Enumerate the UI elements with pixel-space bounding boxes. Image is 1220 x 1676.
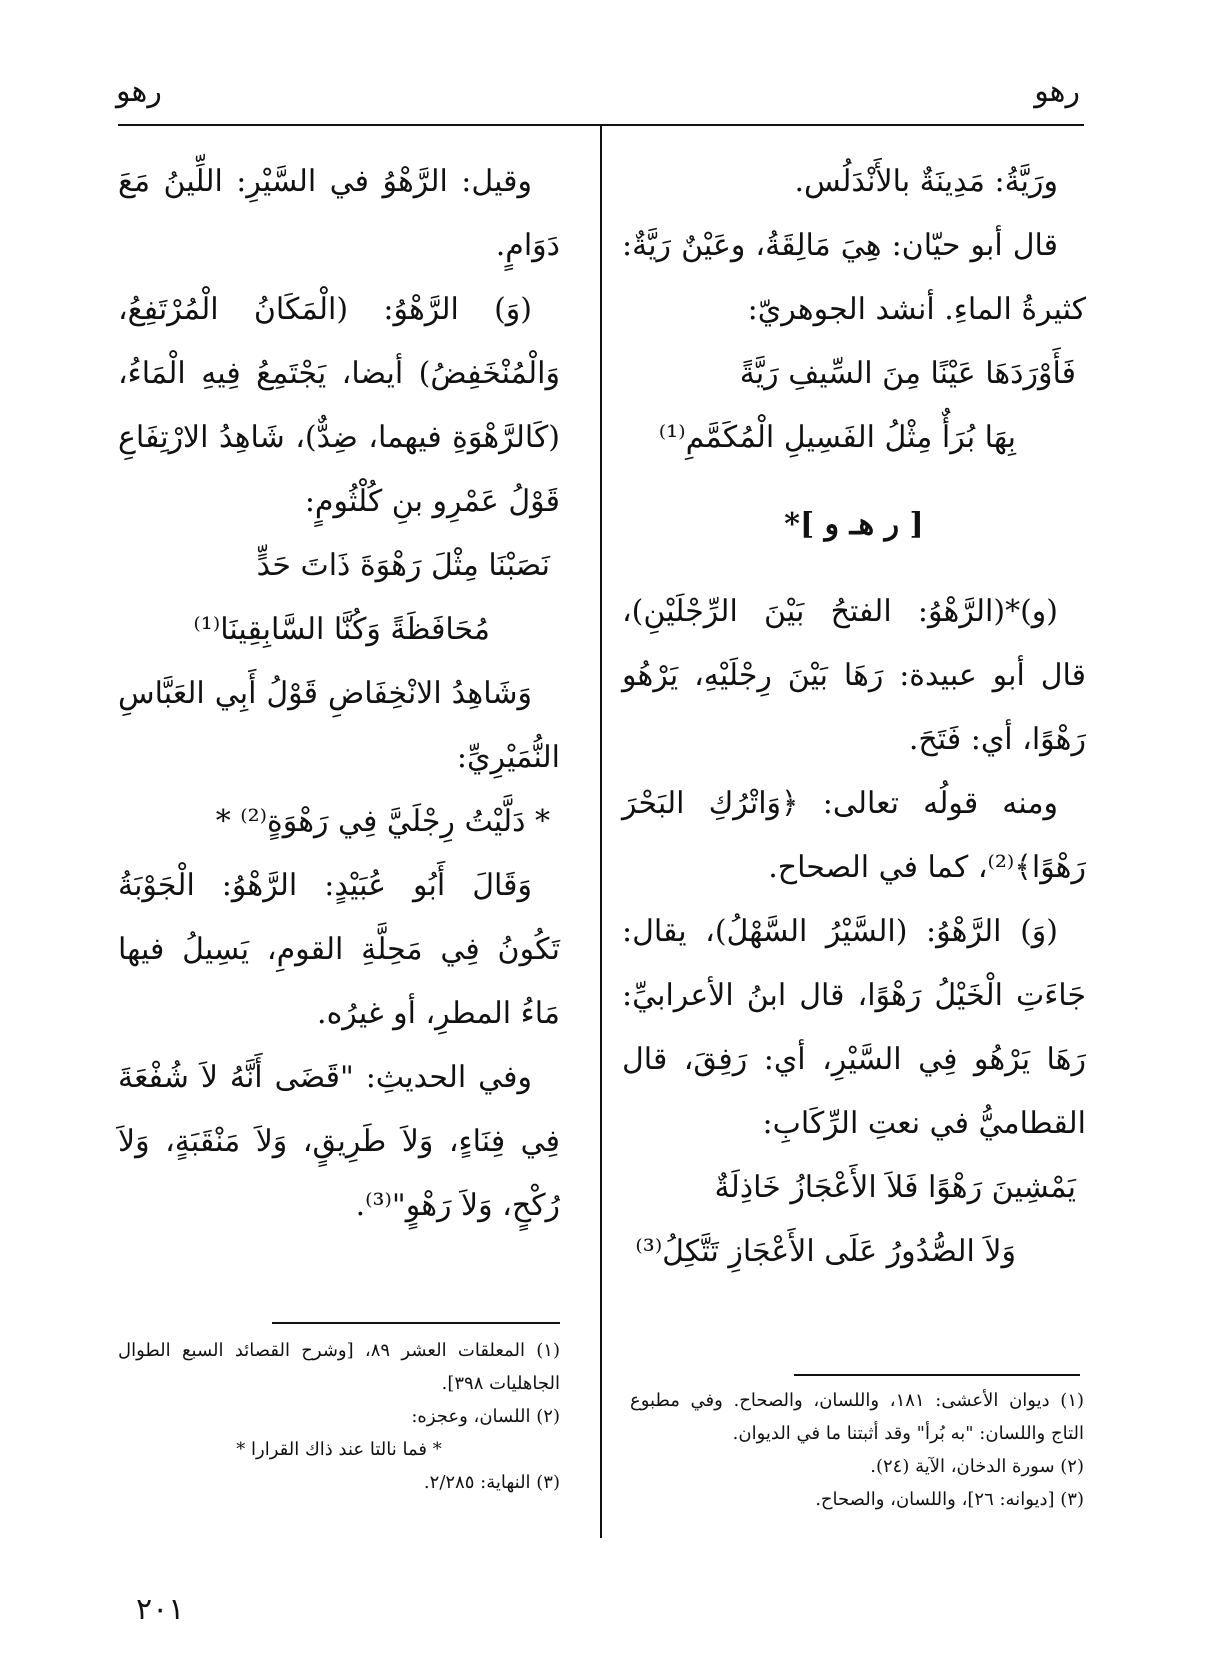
paragraph: ومنه قولُه تعالى: ﴿وَاتْرُكِ البَحْرَ رَهْوًا﴾⁽²⁾، كما في الصحاح.	[622, 786, 1086, 885]
paragraph: وفي الحديثِ: "قَضَى أَنَّهُ لاَ شُفْعَةَ فِي فِنَاءٍ، وَلاَ طَرِيقٍ، وَلاَ مَنْقَبَةٍ، وَلاَ رُكْحٍ، وَلاَ رَهْوٍ"⁽³⁾.	[118, 1060, 560, 1223]
entry-heading: [ ر هـ و ]*	[784, 507, 924, 542]
verse-line: وَلاَ الصُّدُورُ عَلَى الأَعْجَازِ تَتَّكِلُ⁽³⁾	[635, 1234, 1016, 1269]
verse-line: نَصَبْنَا مِثْلَ رَهْوَةَ ذَاتَ حَدٍّ	[256, 548, 550, 583]
footnote: (٢) اللسان، وعجزه:	[411, 1406, 560, 1427]
paragraph: وَقَالَ أَبُو عُبَيْدٍ: الرَّهْوُ: الْجَوْبَةُ تَكُونُ فِي مَحِلَّةِ القومِ، يَسِيلُ فيها مَاءُ المطرِ، أو غيرُه.	[118, 868, 560, 1031]
footnote-verse: * فما نالتا عند ذاك القرارا *	[236, 1439, 442, 1460]
paragraph: ورَيَّةُ: مَدِينَةٌ بالأَنْدَلُس.	[794, 164, 1058, 199]
paragraph: قال أبو حيّان: هِيَ مَالِقَةُ، وعَيْنٌ رَيَّةٌ: كثيرةُ الماءِ. أنشد الجوهريّ:	[622, 228, 1086, 327]
footnote: (١) ديوان الأعشى: ١٨١، واللسان، والصحاح. وفي مطبوع التاج واللسان: "به بُرأ" وقد أثبتنا ما في الديوان.	[630, 1390, 1085, 1444]
verse-line: يَمْشِينَ رَهْوًا فَلاَ الأَعْجَازُ خَاذِلَةٌ	[714, 1170, 1076, 1205]
column-divider	[600, 124, 602, 1538]
verse-line: بِهَا بُرَأٌ مِثْلُ الفَسِيلِ الْمُكَمَّمِ⁽¹⁾	[658, 420, 1016, 455]
running-header-left: رهو	[116, 74, 162, 109]
footnote-rule-left	[272, 1322, 560, 1324]
footnote: (١) المعلقات العشر ٨٩، [وشرح القصائد السبع الطوال الجاهليات ٣٩٨].	[118, 1340, 560, 1394]
right-column	[622, 150, 1086, 1284]
paragraph: وقيل: الرَّهْوُ في السَّيْرِ: اللِّينُ مَعَ دَوَامٍ.	[118, 164, 560, 263]
footnotes-right	[630, 1384, 1084, 1516]
page-number: ٢٠١	[136, 1592, 185, 1627]
verse-line: مُحَافَظَةً وَكُنَّا السَّابِقِينَا⁽¹⁾	[193, 612, 490, 647]
running-header-right: رهو	[1034, 74, 1080, 109]
verse-line: فَأَوْرَدَهَا عَيْنًا مِنَ السِّيفِ رَيَّةً	[739, 356, 1076, 391]
footnote: (٢) سورة الدخان، الآية (٢٤).	[870, 1456, 1084, 1477]
footnote: (٣) [ديوانه: ٢٦]، واللسان، والصحاح.	[815, 1489, 1084, 1510]
verse-line: * دَلَّيْتُ رِجْلَيَّ فِي رَهْوَةٍ⁽²⁾ *	[215, 804, 550, 839]
paragraph: (وَ) الرَّهْوُ: (السَّيْرُ السَّهْلُ)، يقال: جَاءَتِ الْخَيْلُ رَهْوًا، قال ابنُ الأعرابيِّ: رَهَا يَرْهُو فِي السَّيْرِ، أي: رَفِقَ، قال القطاميُّ في نعتِ الرِّكَابِ:	[622, 914, 1086, 1141]
paragraph: (و)*(الرَّهْوُ: الفتحُ بَيْنَ الرِّجْلَيْنِ)، قال أبو عبيدة: رَهَا بَيْنَ رِجْلَيْهِ، يَرْهُو رَهْوًا، أي: فَتَحَ.	[622, 594, 1086, 757]
footnote: (٣) النهاية: ٢/٢٨٥.	[423, 1472, 560, 1493]
footnotes-left	[118, 1334, 560, 1499]
paragraph: (وَ) الرَّهْوُ: (الْمَكَانُ الْمُرْتَفِعُ، وَالْمُنْخَفِضُ) أيضا، يَجْتَمِعُ فِيهِ الْمَاءُ، (كَالرَّهْوَةِ فيهما، ضِدٌّ)، شَاهِدُ الارْتِفَاعِ قَوْلُ عَمْرِو بنِ كُلْثُومٍ:	[118, 292, 560, 519]
paragraph: وَشَاهِدُ الانْخِفَاضِ قَوْلُ أَبِي العَبَّاسِ النُّمَيْرِيِّ:	[118, 676, 560, 775]
left-column	[118, 150, 560, 1238]
footnote-rule-right	[794, 1374, 1080, 1376]
